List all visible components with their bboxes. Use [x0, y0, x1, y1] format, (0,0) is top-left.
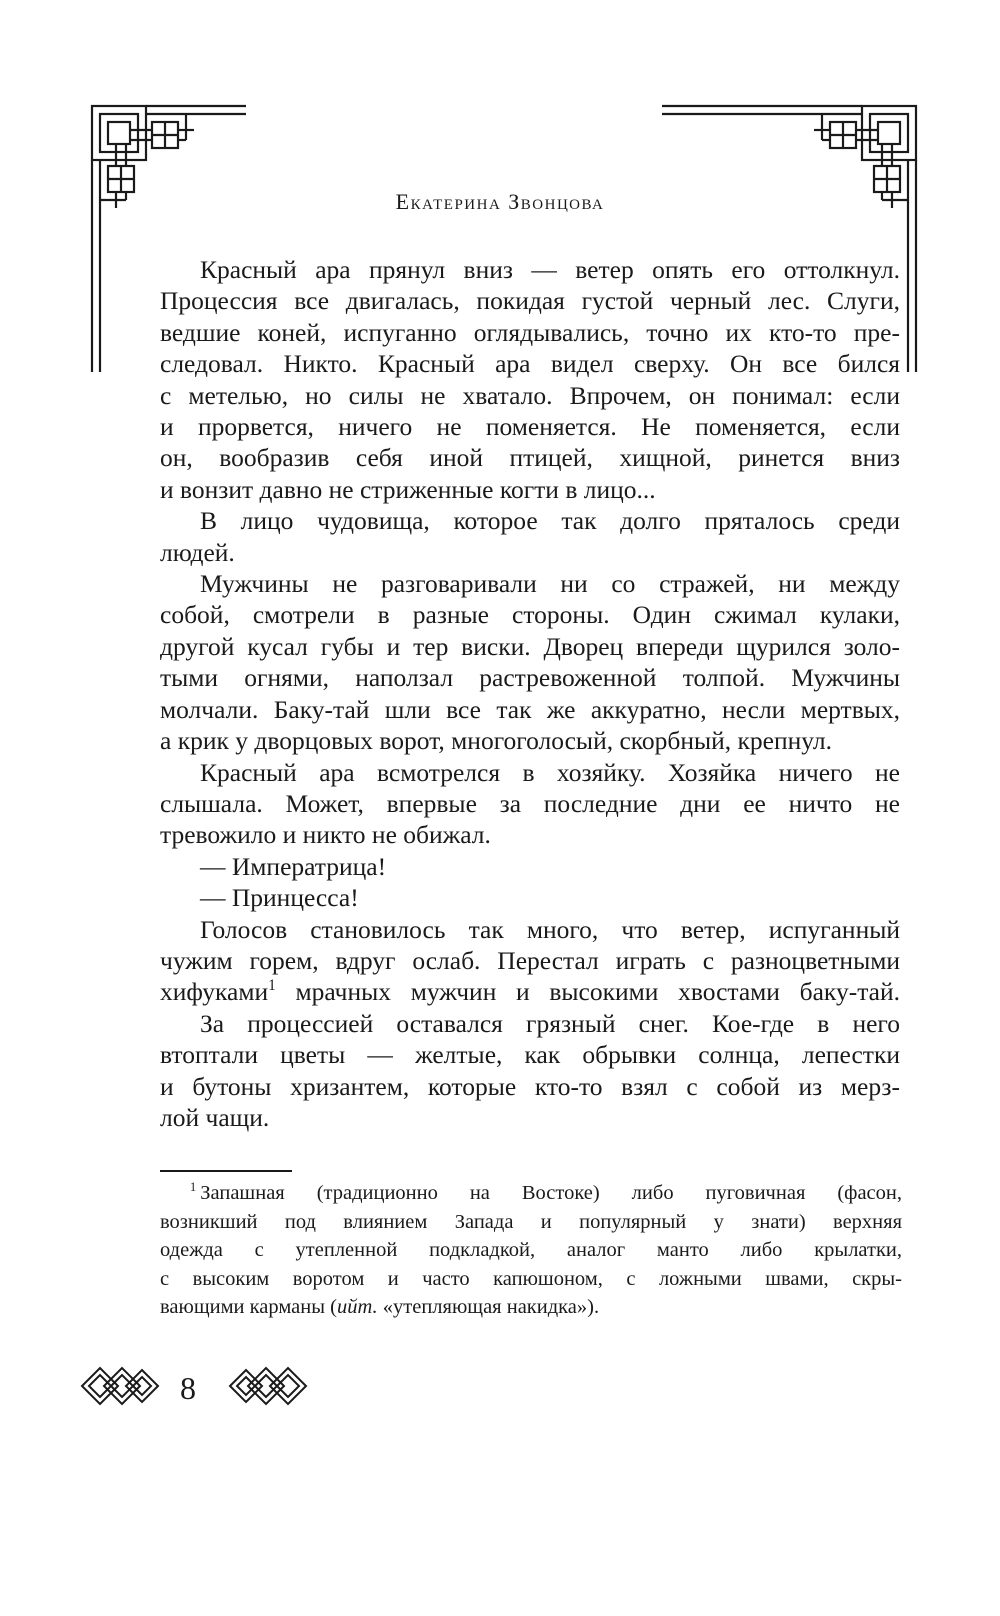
text-line: и бутоны хризантем, которые кто-то взял с собой из мерз-: [160, 1071, 900, 1101]
footnote-text: Запашная (традиционно на Востоке) либо пуговичная (фасон,: [200, 1182, 902, 1204]
body-text: [160, 254, 900, 1133]
text-line: — Принцесса!: [200, 883, 359, 913]
running-head: Екатерина Звонцова: [395, 189, 605, 214]
text-line: слышала. Может, впервые за последние дни ее ничто не: [160, 788, 900, 818]
paragraph: [160, 254, 900, 505]
language-abbreviation: ийт.: [336, 1296, 378, 1318]
footnote-rule: [160, 1170, 292, 1172]
text-line: и вонзит давно не стриженные когти в лицо...: [160, 474, 656, 504]
text-line: молчали. Баку-тай шли все так же аккуратно, несли мертвых,: [160, 694, 900, 724]
text-fragment: мрачных мужчин и высокими хвостами баку-тай.: [275, 977, 900, 1007]
footer-ornament-left: [80, 1364, 162, 1408]
text-line: Мужчины не разговаривали ни со стражей, ни между: [200, 569, 900, 599]
text-line: чужим горем, вдруг ослаб. Перестал играть с разноцветными: [160, 945, 900, 975]
text-line: Красный ара прянул вниз — ветер опять его оттолкнул.: [200, 255, 900, 284]
footnote-line: возникший под влиянием Запада и популярный у знати) верхняя: [160, 1210, 902, 1233]
text-line: с метелью, но силы не хватало. Впрочем, он понимал: если: [160, 380, 900, 410]
text-fragment: хифуками: [160, 977, 269, 1007]
footnote-marker: 1: [190, 1180, 197, 1195]
text-line: тревожило и никто не обижал.: [160, 820, 491, 850]
footnote-line: [160, 1179, 902, 1208]
text-line: Процессия все двигалась, покидая густой черный лес. Слуги,: [160, 286, 900, 316]
text-line: лой чащи.: [160, 1102, 270, 1132]
footnote-text: вающими карманы (: [160, 1296, 337, 1318]
text-line: Голосов становилось так много, что ветер, испуганный: [200, 914, 900, 944]
text-line: людей.: [160, 537, 235, 567]
text-line: тыми огнями, наползал растревоженной толпой. Мужчины: [160, 663, 900, 693]
text-line: [160, 976, 900, 1007]
text-line: и прорвется, ничего не поменяется. Не поменяется, если: [160, 412, 900, 442]
footnote-line: [160, 1293, 902, 1322]
footnote-reference[interactable]: 1: [268, 977, 276, 995]
text-line: следовал. Никто. Красный ара видел сверху. Он все бился: [160, 349, 900, 379]
paragraph: [160, 882, 900, 913]
footnote-line: с высоким воротом и часто капюшоном, с ложными швами, скры-: [160, 1267, 902, 1290]
text-line: а крик у дворцовых ворот, многоголосый, скорбный, крепнул.: [160, 726, 833, 756]
text-line: втоптали цветы — желтые, как обрывки солнца, лепестки: [160, 1040, 900, 1070]
footnote-line: одежда с утепленной подкладкой, аналог манто либо крылатки,: [160, 1239, 902, 1261]
footnote-text: «утепляющая накидка»).: [377, 1296, 600, 1318]
paragraph: [160, 1008, 900, 1134]
text-line: собой, смотрели в разные стороны. Один сжимал кулаки,: [160, 600, 900, 630]
text-line: Красный ара всмотрелся в хозяйку. Хозяйка ничего не: [200, 757, 900, 787]
page-number: 8: [180, 1370, 196, 1406]
text-line: В лицо чудовища, которое так долго пряталось среди: [200, 506, 900, 536]
text-line: он, вообразив себя иной птицей, хищной, ринется вниз: [160, 443, 900, 473]
text-line: другой кусал губы и тер виски. Дворец впереди щурился золо-: [160, 631, 900, 661]
paragraph: [160, 568, 900, 756]
paragraph: [160, 851, 900, 882]
paragraph: [160, 505, 900, 568]
text-line: ведшие коней, испуганно оглядывались, точно их кто-то пре-: [160, 317, 900, 347]
footnote: [160, 1179, 902, 1322]
paragraph: [160, 757, 900, 851]
text-line: За процессией оставался грязный снег. Кое-где в него: [200, 1008, 900, 1038]
footer-ornament-right: [226, 1364, 308, 1408]
paragraph: [160, 914, 900, 1008]
text-line: — Императрица!: [200, 851, 387, 881]
